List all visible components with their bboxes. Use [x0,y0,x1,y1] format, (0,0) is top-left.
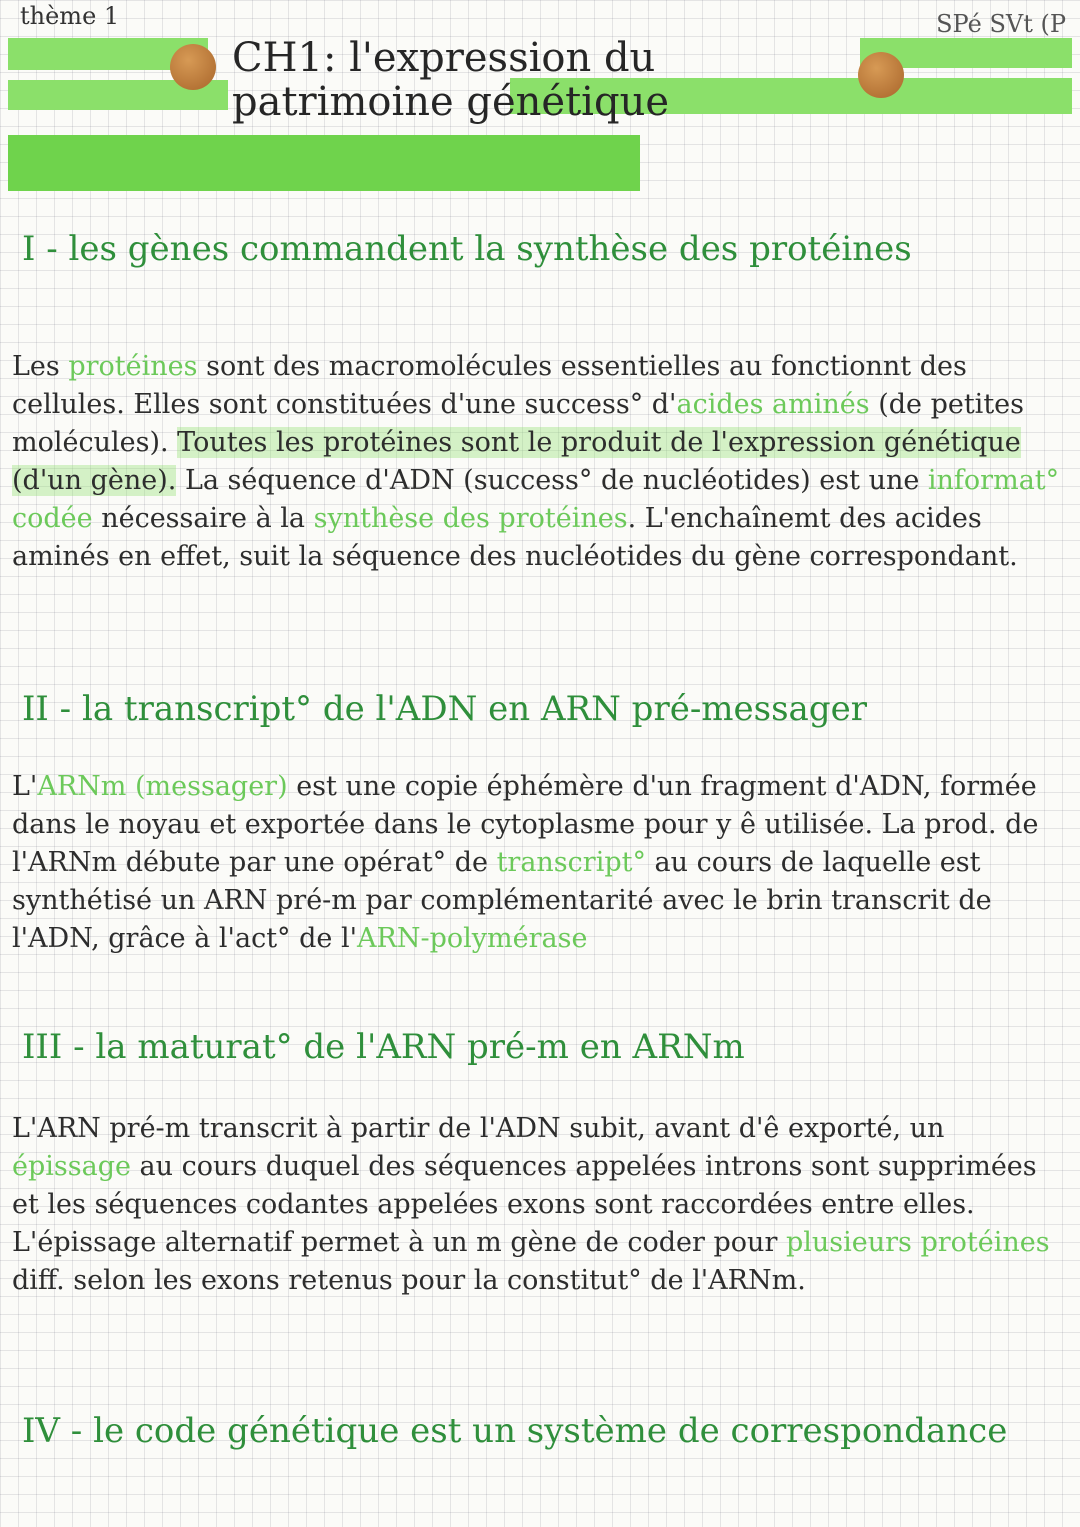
theme-label: thème 1 [20,2,120,30]
section-2-heading: II - la transcript° de l'ADN en ARN pré-messager [22,689,867,729]
section-4-heading: IV - le code génétique est un système de correspondance [22,1411,1008,1451]
highlight-band [8,135,640,191]
section-1-paragraph: Les protéines sont des macromolécules essentielles au fonctionnt des cellules. Elles sont constituées d'une success° d'acides aminés (de petites molécules). Toutes les protéines sont le produit de l'expression génétique (d'un gène). La séquence d'ADN (success° de nucléotides) est une informat° codée nécessaire à la synthèse des protéines. L'enchaînemt des acides aminés en effet, suit la séquence des nucléotides du gène correspondant. [12,351,1060,572]
pin-icon [170,44,216,90]
section-3-heading: III - la maturat° de l'ARN pré-m en ARNm [22,1027,745,1067]
chapter-title: CH1: l'expression du patrimoine génétique [232,35,670,125]
subject-label: SPé SVt (P [936,10,1066,38]
section-2-paragraph: L'ARNm (messager) est une copie éphémère d'un fragment d'ADN, formée dans le noyau et exportée dans le cytoplasme pour y ê utilisée. La prod. de l'ARNm débute par une opérat° de transcript° au cours de laquelle est synthétisé un ARN pré-m par complémentarité avec le brin transcrit de l'ADN, grâce à l'act° de l'ARN-polymérase [12,771,1039,954]
section-1-heading: I - les gènes commandent la synthèse des protéines [22,229,912,269]
section-3-paragraph: L'ARN pré-m transcrit à partir de l'ADN subit, avant d'ê exporté, un épissage au cours duquel des séquences appelées introns sont supprimées et les séquences codantes appelées exons sont raccordées entre elles. L'épissage alternatif permet à un m gène de coder pour plusieurs protéines diff. selon les exons retenus pour la constitut° de l'ARNm. [12,1113,1050,1296]
